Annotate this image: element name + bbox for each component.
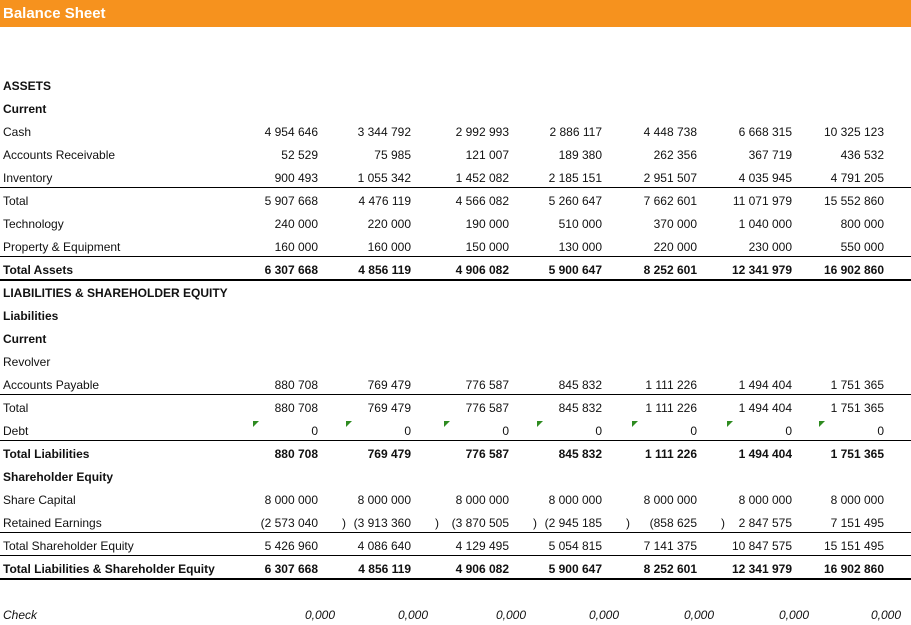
value-cell[interactable]: 7 662 601 bbox=[643, 194, 697, 208]
negative-paren: ) bbox=[533, 516, 537, 530]
row-label[interactable]: Property & Equipment bbox=[3, 240, 121, 254]
value-cell[interactable]: 6 307 668 bbox=[264, 263, 318, 277]
value-cell[interactable]: 4 035 945 bbox=[738, 171, 792, 185]
table-row bbox=[0, 234, 911, 257]
value-cell[interactable]: 160 000 bbox=[274, 240, 318, 254]
cell-comment-marker-icon bbox=[632, 421, 638, 427]
value-cell[interactable]: 367 719 bbox=[748, 148, 792, 162]
row-label[interactable]: Total Liabilities & Shareholder Equity bbox=[3, 562, 215, 576]
value-cell[interactable]: 15 552 860 bbox=[823, 194, 884, 208]
table-row bbox=[0, 510, 911, 533]
value-cell[interactable]: 1 040 000 bbox=[738, 217, 792, 231]
value-cell[interactable]: 4 448 738 bbox=[643, 125, 697, 139]
table-row bbox=[0, 50, 911, 73]
value-cell[interactable]: 5 900 647 bbox=[548, 562, 602, 576]
value-cell[interactable]: 1 751 365 bbox=[830, 401, 884, 415]
table-row bbox=[0, 533, 911, 556]
value-cell[interactable]: 8 000 000 bbox=[830, 493, 884, 507]
value-cell[interactable]: 52 529 bbox=[281, 148, 318, 162]
balance-sheet-table bbox=[0, 50, 911, 625]
value-cell[interactable]: 189 380 bbox=[558, 148, 602, 162]
value-cell[interactable]: 4 856 119 bbox=[358, 263, 411, 277]
value-cell[interactable]: 550 000 bbox=[840, 240, 884, 254]
value-cell[interactable]: 130 000 bbox=[558, 240, 602, 254]
value-cell[interactable]: 0 bbox=[690, 424, 697, 438]
value-cell[interactable]: 776 587 bbox=[465, 378, 509, 392]
value-cell[interactable]: 880 708 bbox=[274, 401, 318, 415]
value-cell[interactable]: 6 668 315 bbox=[738, 125, 792, 139]
value-cell[interactable]: 75 985 bbox=[374, 148, 411, 162]
value-cell[interactable]: 16 902 860 bbox=[823, 562, 884, 576]
row-label[interactable]: Accounts Payable bbox=[3, 378, 100, 392]
table-row bbox=[0, 211, 911, 234]
row-label[interactable]: Accounts Receivable bbox=[3, 148, 116, 162]
row-label[interactable]: Total Liabilities bbox=[3, 447, 90, 461]
row-label[interactable]: ASSETS bbox=[3, 79, 52, 93]
value-cell[interactable]: 1 452 082 bbox=[455, 171, 509, 185]
value-cell[interactable]: 776 587 bbox=[465, 447, 509, 461]
value-cell[interactable]: 4 906 082 bbox=[455, 562, 509, 576]
table-row bbox=[0, 188, 911, 211]
negative-paren: ) bbox=[342, 516, 346, 530]
value-cell[interactable]: 8 252 601 bbox=[643, 263, 697, 277]
row-label[interactable]: Revolver bbox=[3, 355, 51, 369]
row-label[interactable]: Total Shareholder Equity bbox=[3, 539, 134, 553]
value-cell[interactable]: 0,000 bbox=[778, 608, 809, 622]
value-cell[interactable]: 1 111 226 bbox=[645, 401, 697, 415]
value-cell[interactable]: 4 856 119 bbox=[358, 562, 411, 576]
value-cell[interactable]: 5 426 960 bbox=[264, 539, 318, 553]
value-cell[interactable]: 845 832 bbox=[558, 447, 602, 461]
value-cell[interactable]: 121 007 bbox=[465, 148, 509, 162]
row-label[interactable]: Liabilities bbox=[3, 309, 59, 323]
value-cell[interactable]: 436 532 bbox=[840, 148, 884, 162]
value-cell[interactable]: 769 479 bbox=[367, 447, 411, 461]
value-cell[interactable]: 880 708 bbox=[274, 378, 318, 392]
value-cell[interactable]: 0 bbox=[311, 424, 318, 438]
table-row bbox=[0, 464, 911, 487]
value-cell[interactable]: 900 493 bbox=[274, 171, 318, 185]
value-cell[interactable]: 8 000 000 bbox=[643, 493, 697, 507]
sheet-header bbox=[0, 0, 911, 27]
table-row bbox=[0, 142, 911, 165]
table-row bbox=[0, 73, 911, 96]
row-label[interactable]: Cash bbox=[3, 125, 32, 139]
value-cell[interactable]: 7 151 495 bbox=[830, 516, 884, 530]
row-label[interactable]: Retained Earnings bbox=[3, 516, 102, 530]
row-label[interactable]: Debt bbox=[3, 424, 29, 438]
row-label[interactable]: Check bbox=[3, 608, 38, 622]
negative-paren: ) bbox=[626, 516, 630, 530]
value-cell[interactable]: 1 751 365 bbox=[830, 447, 884, 461]
value-cell[interactable]: 776 587 bbox=[465, 401, 509, 415]
negative-paren: ) bbox=[435, 516, 439, 530]
value-cell[interactable]: 1 111 226 bbox=[645, 378, 697, 392]
row-label[interactable]: Current bbox=[3, 332, 47, 346]
value-cell[interactable]: 0,000 bbox=[397, 608, 428, 622]
cell-comment-marker-icon bbox=[727, 421, 733, 427]
cell-comment-marker-icon bbox=[537, 421, 543, 427]
value-cell[interactable]: 5 900 647 bbox=[548, 263, 602, 277]
value-cell[interactable]: 10 847 575 bbox=[731, 539, 792, 553]
table-row bbox=[0, 96, 911, 119]
value-cell[interactable]: 2 847 575 bbox=[738, 516, 792, 530]
value-cell[interactable]: 0 bbox=[595, 424, 602, 438]
table-row bbox=[0, 556, 911, 579]
value-cell[interactable]: 4 566 082 bbox=[455, 194, 509, 208]
sheet-title: Balance Sheet bbox=[3, 5, 106, 22]
table-row bbox=[0, 395, 911, 418]
row-label[interactable]: Share Capital bbox=[3, 493, 76, 507]
cell-comment-marker-icon bbox=[819, 421, 825, 427]
value-cell[interactable]: 0,000 bbox=[495, 608, 526, 622]
value-cell[interactable]: 1 494 404 bbox=[738, 378, 792, 392]
table-row bbox=[0, 579, 911, 602]
value-cell[interactable]: 4 129 495 bbox=[455, 539, 509, 553]
value-cell[interactable]: 1 111 226 bbox=[644, 447, 697, 461]
cell-comment-marker-icon bbox=[444, 421, 450, 427]
value-cell[interactable]: 0,000 bbox=[870, 608, 901, 622]
value-cell[interactable]: 11 071 979 bbox=[732, 194, 792, 208]
table-row bbox=[0, 418, 911, 441]
value-cell[interactable]: 10 325 123 bbox=[823, 125, 884, 139]
value-cell[interactable]: 160 000 bbox=[367, 240, 411, 254]
value-cell[interactable]: 1 494 404 bbox=[738, 401, 792, 415]
value-cell[interactable]: (2 945 185 bbox=[544, 516, 602, 530]
value-cell[interactable]: 800 000 bbox=[840, 217, 884, 231]
value-cell[interactable]: 190 000 bbox=[465, 217, 509, 231]
value-cell[interactable]: 150 000 bbox=[465, 240, 509, 254]
value-cell[interactable]: 0 bbox=[877, 424, 884, 438]
value-cell[interactable]: 6 307 668 bbox=[264, 562, 318, 576]
value-cell[interactable]: 4 906 082 bbox=[455, 263, 509, 277]
row-label[interactable]: LIABILITIES & SHAREHOLDER EQUITY bbox=[3, 286, 228, 300]
row-label[interactable]: Technology bbox=[3, 217, 64, 231]
table-row bbox=[0, 349, 911, 372]
value-cell[interactable]: 12 341 979 bbox=[731, 562, 792, 576]
value-cell[interactable]: 0 bbox=[785, 424, 792, 438]
value-cell[interactable]: 845 832 bbox=[558, 401, 602, 415]
table-row bbox=[0, 372, 911, 395]
table-row bbox=[0, 119, 911, 142]
value-cell[interactable]: 4 476 119 bbox=[358, 194, 411, 208]
value-cell[interactable]: 4 791 205 bbox=[830, 171, 884, 185]
table-row bbox=[0, 441, 911, 464]
value-cell[interactable]: 0,000 bbox=[588, 608, 619, 622]
table-row bbox=[0, 303, 911, 326]
row-label[interactable]: Current bbox=[3, 102, 47, 116]
value-cell[interactable]: 16 902 860 bbox=[823, 263, 884, 277]
negative-paren: ) bbox=[721, 516, 725, 530]
value-cell[interactable]: 880 708 bbox=[274, 447, 318, 461]
value-cell[interactable]: 240 000 bbox=[274, 217, 318, 231]
row-label[interactable]: Total Assets bbox=[3, 263, 74, 277]
value-cell[interactable]: 4 086 640 bbox=[357, 539, 411, 553]
value-cell[interactable]: (3 870 505 bbox=[451, 516, 509, 530]
cell-comment-marker-icon bbox=[346, 421, 352, 427]
value-cell[interactable]: 7 141 375 bbox=[643, 539, 697, 553]
value-cell[interactable]: 5 054 815 bbox=[548, 539, 602, 553]
value-cell[interactable]: 769 479 bbox=[367, 378, 411, 392]
value-cell[interactable]: 8 000 000 bbox=[738, 493, 792, 507]
value-cell[interactable]: 769 479 bbox=[367, 401, 411, 415]
value-cell[interactable]: 370 000 bbox=[653, 217, 697, 231]
value-cell[interactable]: 3 344 792 bbox=[357, 125, 411, 139]
row-label[interactable]: Inventory bbox=[3, 171, 53, 185]
value-cell[interactable]: 8 000 000 bbox=[548, 493, 602, 507]
value-cell[interactable]: 220 000 bbox=[367, 217, 411, 231]
value-cell[interactable]: 0 bbox=[404, 424, 411, 438]
value-cell[interactable]: 8 000 000 bbox=[264, 493, 318, 507]
value-cell[interactable]: 1 055 342 bbox=[357, 171, 411, 185]
table-row bbox=[0, 487, 911, 510]
value-cell[interactable]: 2 951 507 bbox=[643, 171, 697, 185]
value-cell[interactable]: 2 185 151 bbox=[548, 171, 602, 185]
table-row bbox=[0, 280, 911, 303]
value-cell[interactable]: 12 341 979 bbox=[731, 263, 792, 277]
value-cell[interactable]: 262 356 bbox=[653, 148, 697, 162]
value-cell[interactable]: (858 625 bbox=[649, 516, 697, 530]
value-cell[interactable]: (2 573 040 bbox=[260, 516, 318, 530]
value-cell[interactable]: 0 bbox=[502, 424, 509, 438]
table-row bbox=[0, 602, 911, 625]
table-row bbox=[0, 326, 911, 349]
table-row bbox=[0, 257, 911, 280]
value-cell[interactable]: 845 832 bbox=[558, 378, 602, 392]
value-cell[interactable]: 0,000 bbox=[683, 608, 714, 622]
value-cell[interactable]: 15 151 495 bbox=[823, 539, 884, 553]
table-row bbox=[0, 165, 911, 188]
value-cell[interactable]: 2 992 993 bbox=[455, 125, 509, 139]
value-cell[interactable]: 1 751 365 bbox=[830, 378, 884, 392]
value-cell[interactable]: 8 252 601 bbox=[643, 562, 697, 576]
value-cell[interactable]: 2 886 117 bbox=[549, 125, 602, 139]
value-cell[interactable]: (3 913 360 bbox=[353, 516, 411, 530]
value-cell[interactable]: 220 000 bbox=[653, 240, 697, 254]
row-label[interactable]: Total bbox=[3, 401, 29, 415]
row-label[interactable]: Total bbox=[3, 194, 29, 208]
value-cell[interactable]: 1 494 404 bbox=[738, 447, 792, 461]
row-label[interactable]: Shareholder Equity bbox=[3, 470, 114, 484]
value-cell[interactable]: 5 260 647 bbox=[548, 194, 602, 208]
value-cell[interactable]: 230 000 bbox=[748, 240, 792, 254]
value-cell[interactable]: 4 954 646 bbox=[264, 125, 318, 139]
value-cell[interactable]: 8 000 000 bbox=[455, 493, 509, 507]
value-cell[interactable]: 510 000 bbox=[558, 217, 602, 231]
value-cell[interactable]: 5 907 668 bbox=[264, 194, 318, 208]
value-cell[interactable]: 0,000 bbox=[304, 608, 335, 622]
cell-comment-marker-icon bbox=[253, 421, 259, 427]
value-cell[interactable]: 8 000 000 bbox=[357, 493, 411, 507]
